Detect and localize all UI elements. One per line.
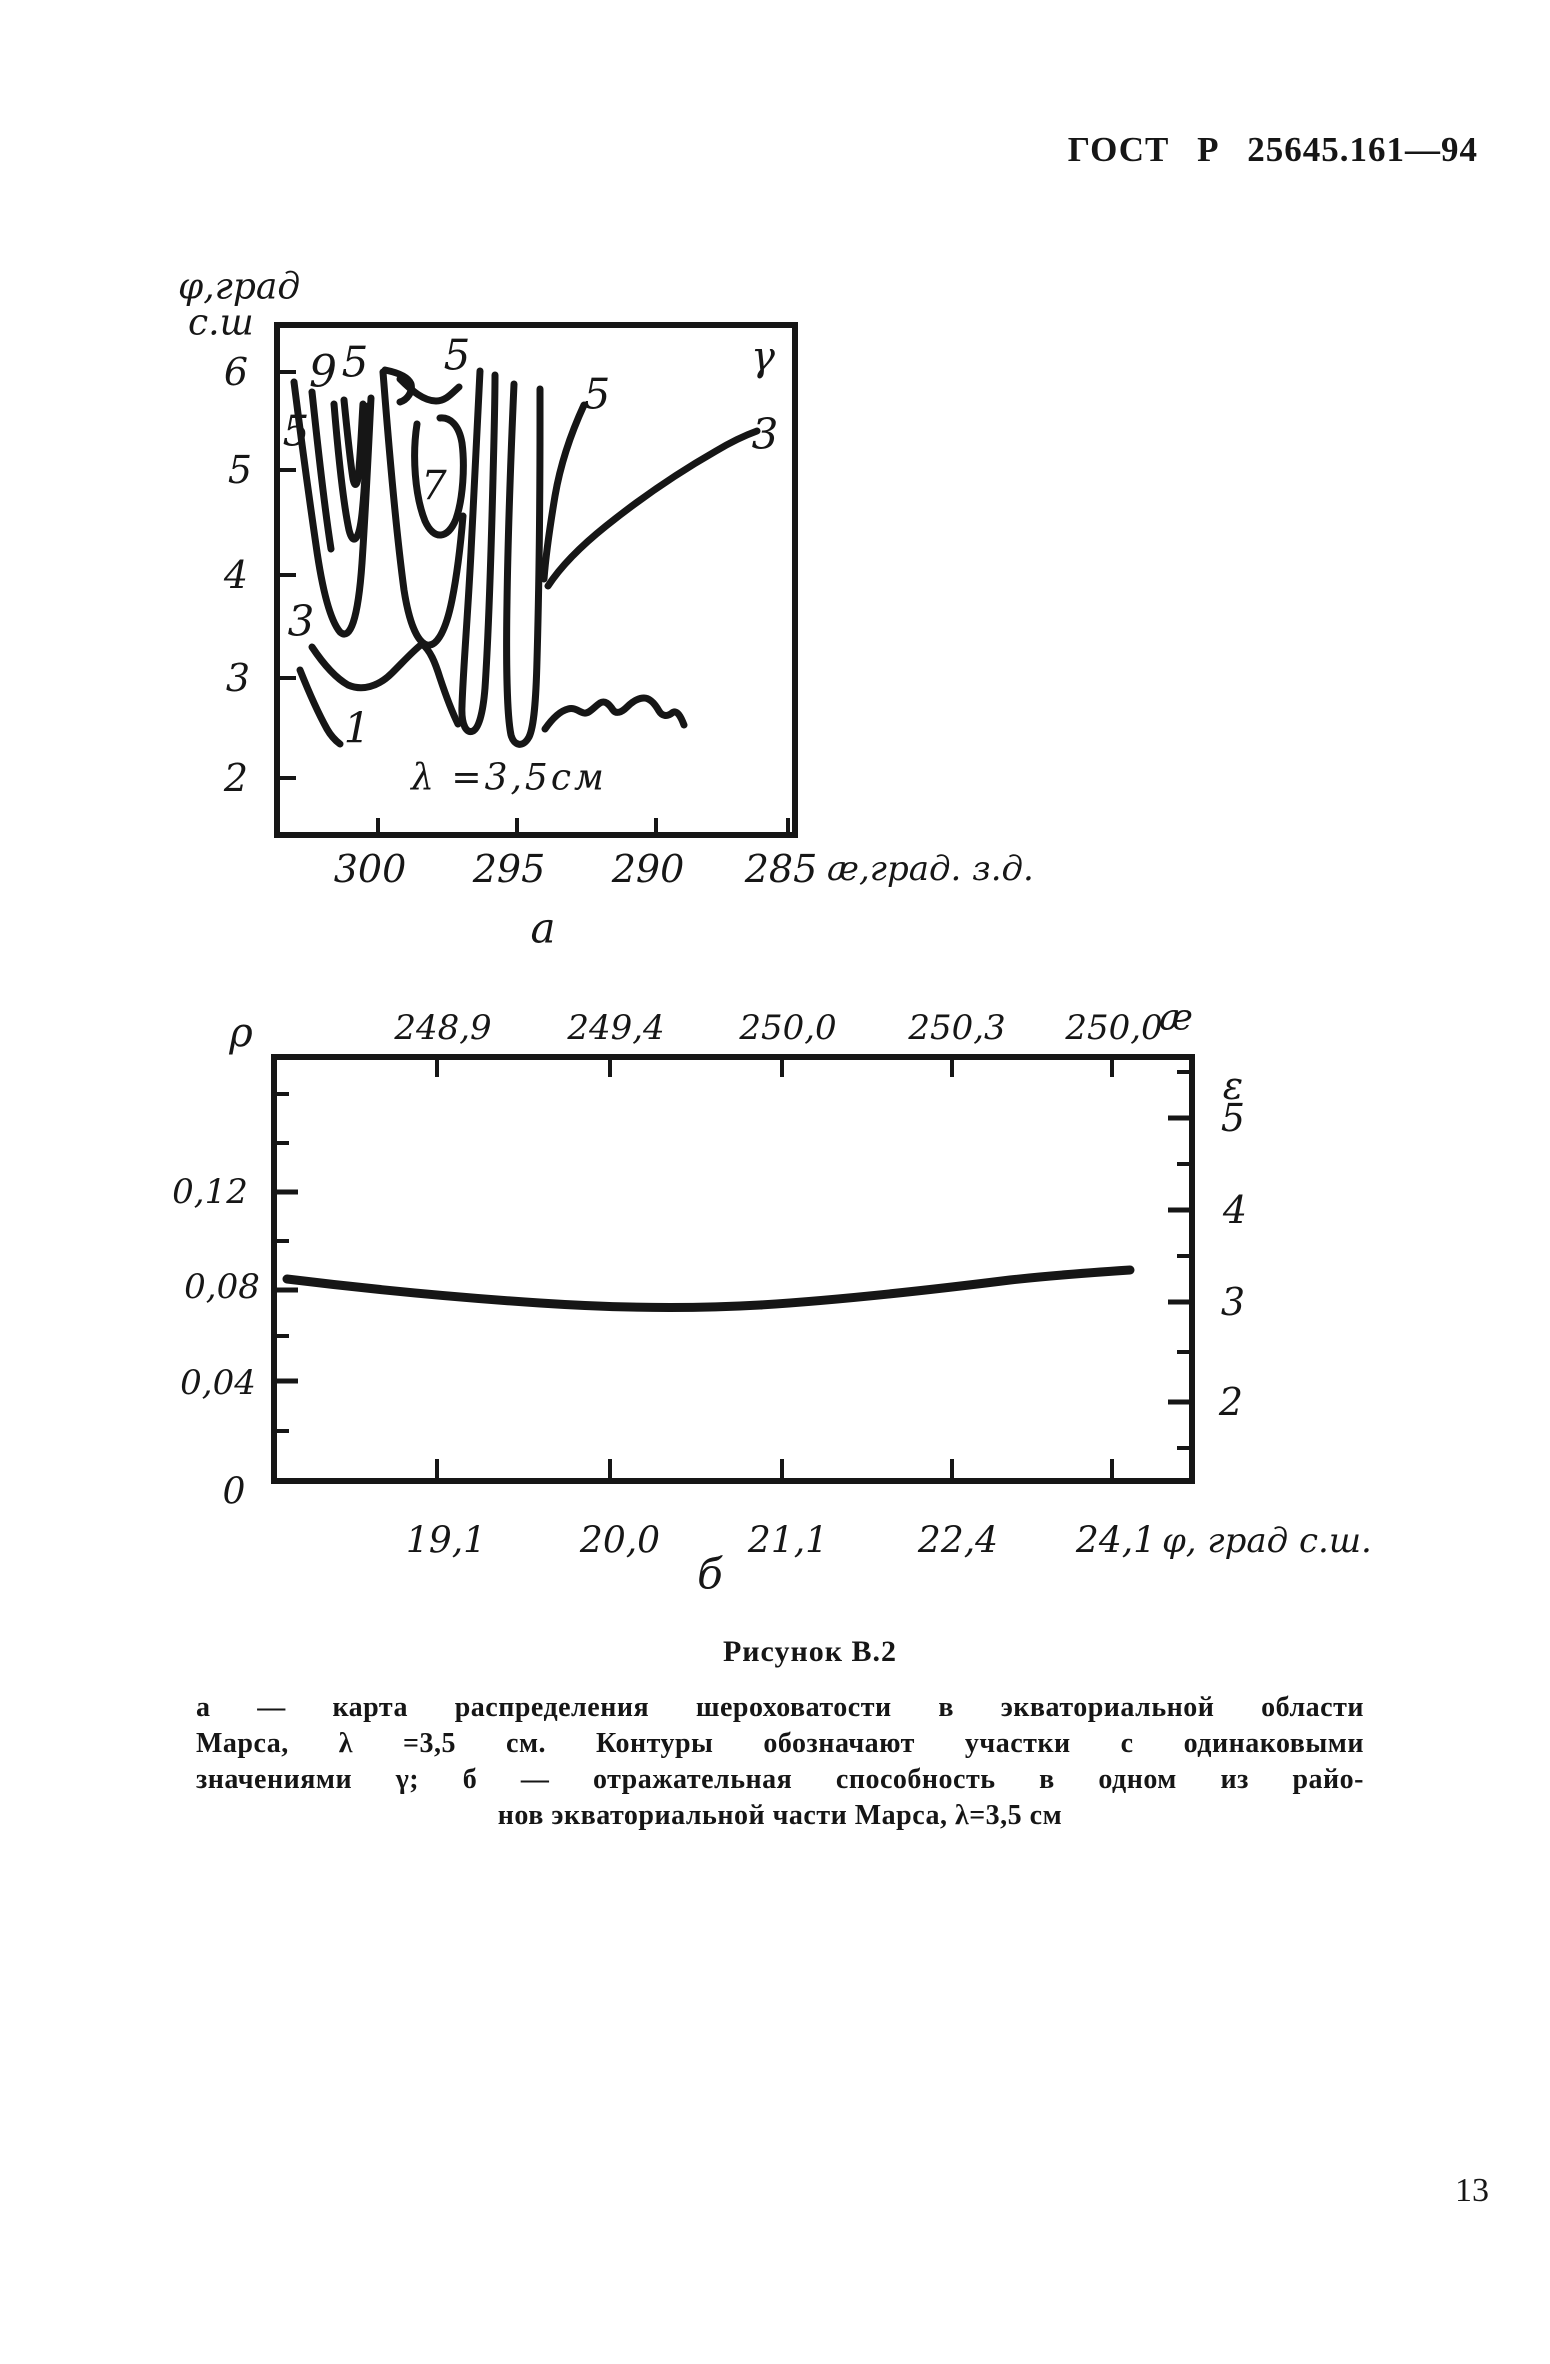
contour-label-7: 7 [421,463,447,509]
figure-b-bottom-tick-3: 21,1 [747,1520,829,1562]
contour-label-9: 9 [309,346,337,398]
figure-a-x-tick-285: 285 [744,847,818,891]
figure-caption-title: Рисунок В.2 [722,1635,898,1668]
caption-line-1: а — карта распределения шероховатости в экваториальной области [196,1692,1364,1723]
contour-lines [294,370,757,744]
figure-a-x-tick-290: 290 [611,847,685,891]
figure-b-left-tick-0: 0 [222,1471,246,1513]
figure-a-corner-gamma-label: γ [751,334,775,380]
figure-b-bottom-tick-2: 20,0 [579,1520,661,1562]
contour-label-5-left-edge: 5 [282,406,310,456]
figure-a-y-tick-4: 4 [223,553,249,597]
figure-b-right-tick-4: 4 [1222,1188,1248,1232]
figure-b-right-tick-2: 2 [1218,1380,1244,1424]
figure-b-bottom-axis-title: φ, град с.ш. [1162,1521,1372,1561]
figure-a-subfigure-label: а [530,903,556,953]
figure-b-plot [274,1057,1192,1481]
figure-a-y-axis-title-line1: φ,град [178,266,301,308]
figure-b-left-tick-012: 0,12 [172,1172,248,1212]
figure-b-right-major-ticks [1168,1118,1192,1402]
figure-b-bottom-tick-5: 24,1 [1075,1520,1157,1562]
figure-b-top-tick-4: 250,3 [908,1008,1006,1048]
contour-label-3-left: 3 [287,596,315,646]
figure-b-top-tick-1: 248,9 [394,1008,492,1048]
figure-b-left-axis-title-rho: ρ [229,1010,253,1056]
caption-line-2: Марса, λ =3,5 см. Контуры обозначают участки с одинаковыми [196,1728,1364,1759]
figure-b-subfigure-label: б [697,1549,723,1599]
contour-label-5-top-left: 5 [341,337,369,387]
figure-b-bottom-tick-4: 22,4 [917,1520,999,1562]
figure-b-bottom-tick-1: 19,1 [405,1520,487,1562]
document-header: ГОСТ Р 25645.161—94 [1067,130,1478,169]
figure-a-y-tick-5: 5 [227,448,253,492]
figure-a-x-tick-295: 295 [472,847,546,891]
figure-a-x-tick-300: 300 [333,847,407,891]
figure-b-top-tick-3: 250,0 [739,1008,837,1048]
figure-caption-block [196,1690,1364,1834]
figure-a-y-tick-6: 6 [223,350,249,394]
caption-line-3: значениями γ; б — отражательная способность в одном из райо- [196,1764,1364,1795]
figure-a-y-axis-title-line2: с.ш [188,302,254,344]
reflectivity-curve [287,1270,1130,1307]
figure-a-y-tick-3: 3 [225,656,251,700]
figure-b-right-axis-title-epsilon: ε [1222,1064,1244,1108]
figure-a-wavelength-note: λ =3,5см [411,757,607,799]
figure-a-x-axis-title: ӕ,град. з.д. [827,849,1034,889]
figure-b-top-tick-5: 250,0 [1065,1008,1163,1048]
figure-a-y-tick-2: 2 [223,756,249,800]
contour-label-5-mid-right: 5 [583,369,611,419]
caption-line-4: нов экваториальной части Марса, λ=3,5 см [497,1800,1063,1831]
figure-b-left-tick-008: 0,08 [184,1267,260,1307]
contour-label-3-right: 3 [751,409,779,459]
contour-label-1: 1 [343,703,371,753]
figure-b-right-tick-3: 3 [1220,1280,1246,1324]
page-number: 13 [1455,2172,1489,2209]
figure-b-left-tick-004: 0,04 [180,1363,256,1403]
figure-b-bottom-ticks [437,1459,1112,1481]
figure-b-left-major-ticks [274,1192,298,1381]
contour-label-5-top-mid: 5 [443,330,471,380]
figure-b-top-axis-title: ӕ [1159,997,1193,1039]
figure-b-frame [274,1057,1192,1481]
figure-b-top-tick-2: 249,4 [567,1008,665,1048]
figure-b-right-tick-5: 5 [1220,1096,1246,1140]
